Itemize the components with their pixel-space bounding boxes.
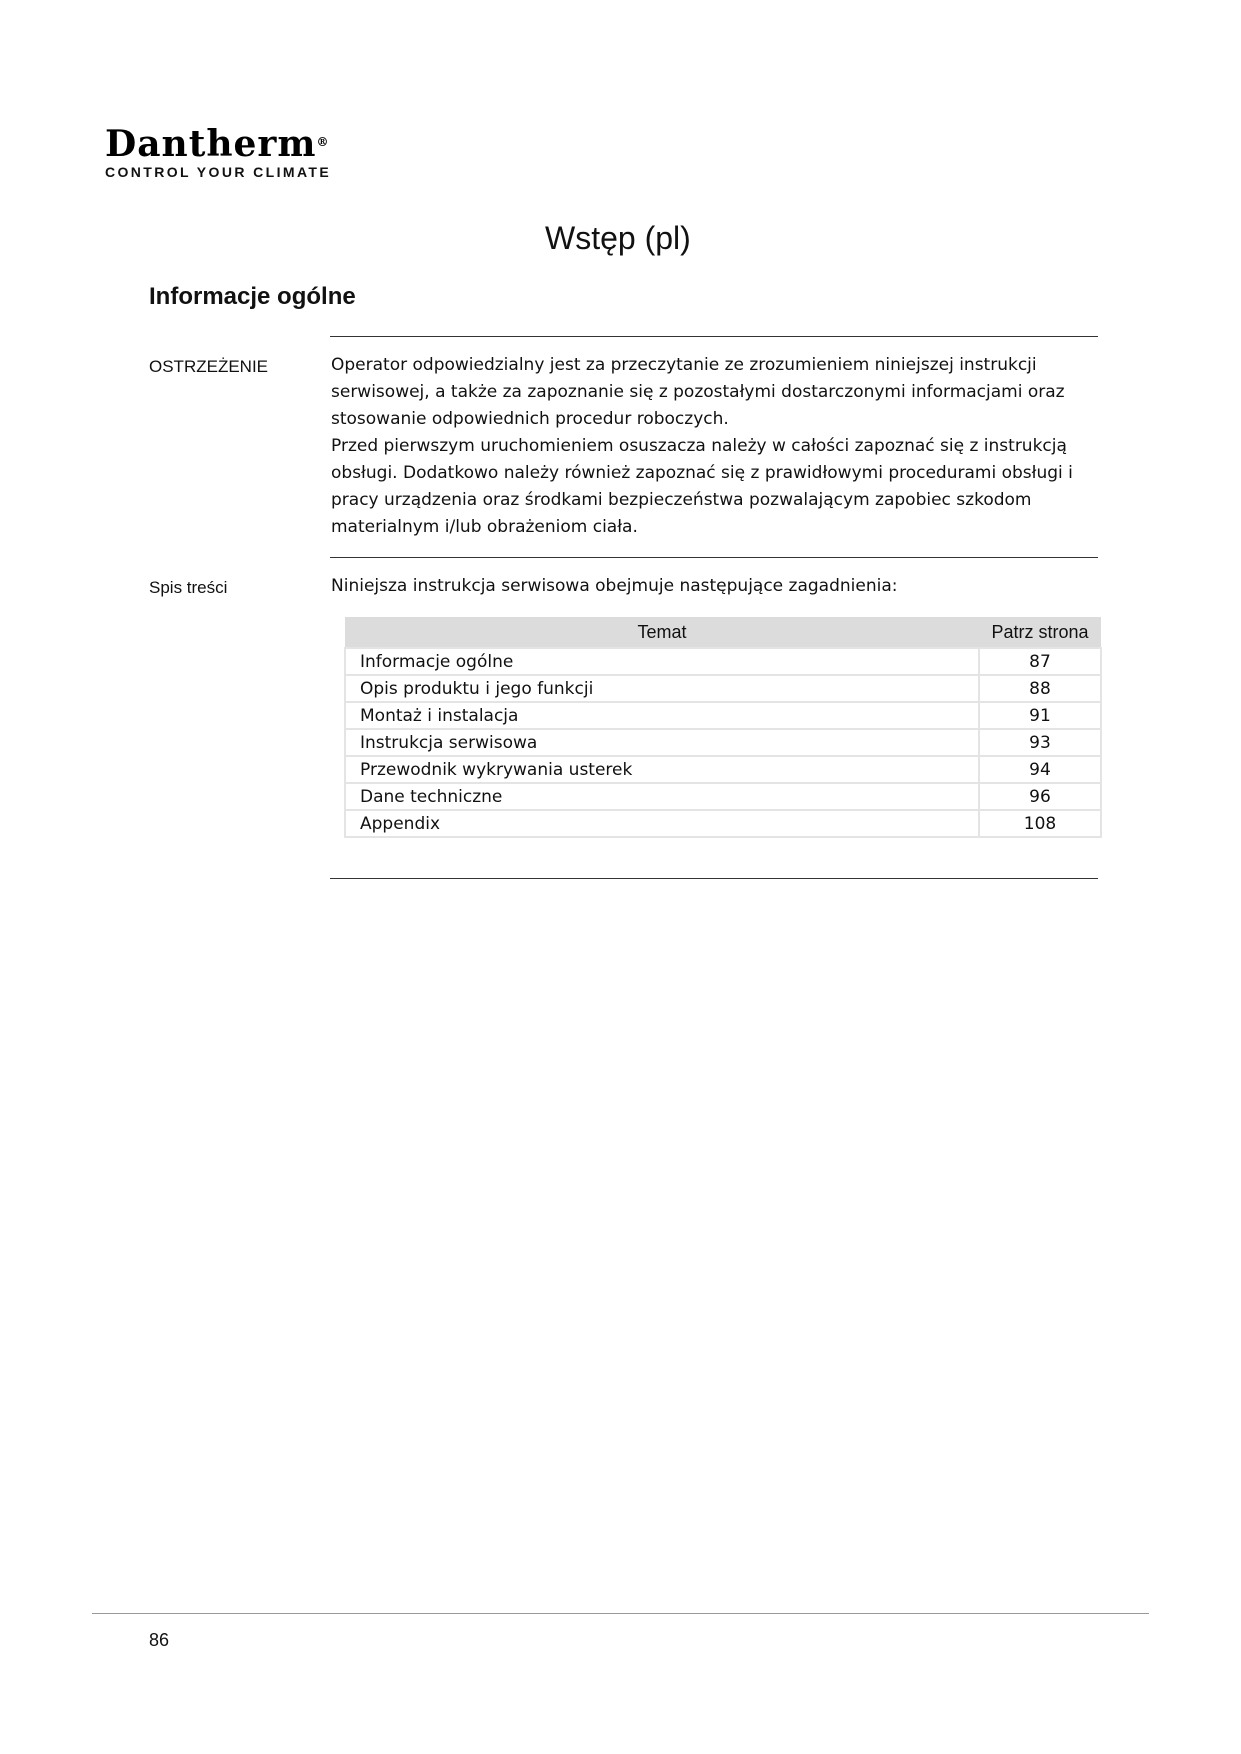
page-title: Wstęp (pl) (545, 220, 691, 256)
table-row (345, 810, 1101, 837)
divider (330, 878, 1098, 879)
page-cell: 93 (979, 729, 1101, 756)
logo-wordmark: Dantherm® (105, 123, 330, 165)
section-heading: Informacje ogólne (149, 283, 356, 310)
table-row (345, 648, 1101, 675)
table-row (345, 783, 1101, 810)
contents-label: Spis treści (149, 578, 228, 597)
warning-paragraph-2: Przed pierwszym uruchomieniem osuszacza należy w całości zapoznać się z instrukcją obsługi. Dodatkowo należy również zapoznać się z prawidłowymi procedurami obsługi i pracy urządzenia oraz środkami bezpieczeństwa pozwalającym zapobiec szkodom materialnym i/lub obrażeniom ciała. (331, 436, 1073, 537)
page-cell: 96 (979, 783, 1101, 810)
topic-cell: Informacje ogólne (345, 648, 979, 675)
page-cell: 87 (979, 648, 1101, 675)
page-cell: 108 (979, 810, 1101, 837)
warning-label: OSTRZEŻENIE (149, 357, 269, 376)
table-row (345, 729, 1101, 756)
table-row (345, 675, 1101, 702)
topic-cell: Dane techniczne (345, 783, 979, 810)
page-cell: 94 (979, 756, 1101, 783)
topic-cell: Appendix (345, 810, 979, 837)
topic-cell: Opis produktu i jego funkcji (345, 675, 979, 702)
topic-cell: Montaż i instalacja (345, 702, 979, 729)
logo-tagline: CONTROL YOUR CLIMATE (105, 164, 332, 180)
warning-text (331, 352, 1097, 541)
topic-cell: Przewodnik wykrywania usterek (345, 756, 979, 783)
table-row (345, 702, 1101, 729)
divider (330, 336, 1098, 337)
dantherm-logo (105, 123, 332, 180)
header-topic: Temat (345, 617, 979, 648)
page-cell: 88 (979, 675, 1101, 702)
page-cell: 91 (979, 702, 1101, 729)
contents-table (344, 617, 1102, 838)
contents-intro: Niniejsza instrukcja serwisowa obejmuje następujące zagadnienia: (331, 576, 898, 596)
warning-paragraph-1: Operator odpowiedzialny jest za przeczytanie ze zrozumieniem niniejszej instrukcji serwisowej, a także za zapoznanie się z pozostałymi dostarczonymi informacjami oraz stosowanie odpowiednich procedur roboczych. (331, 355, 1065, 429)
footer-divider (92, 1613, 1149, 1614)
topic-cell: Instrukcja serwisowa (345, 729, 979, 756)
table-row (345, 756, 1101, 783)
divider (330, 557, 1098, 558)
page-number: 86 (149, 1630, 170, 1650)
header-page: Patrz strona (979, 617, 1101, 648)
table-header-row (345, 617, 1101, 648)
